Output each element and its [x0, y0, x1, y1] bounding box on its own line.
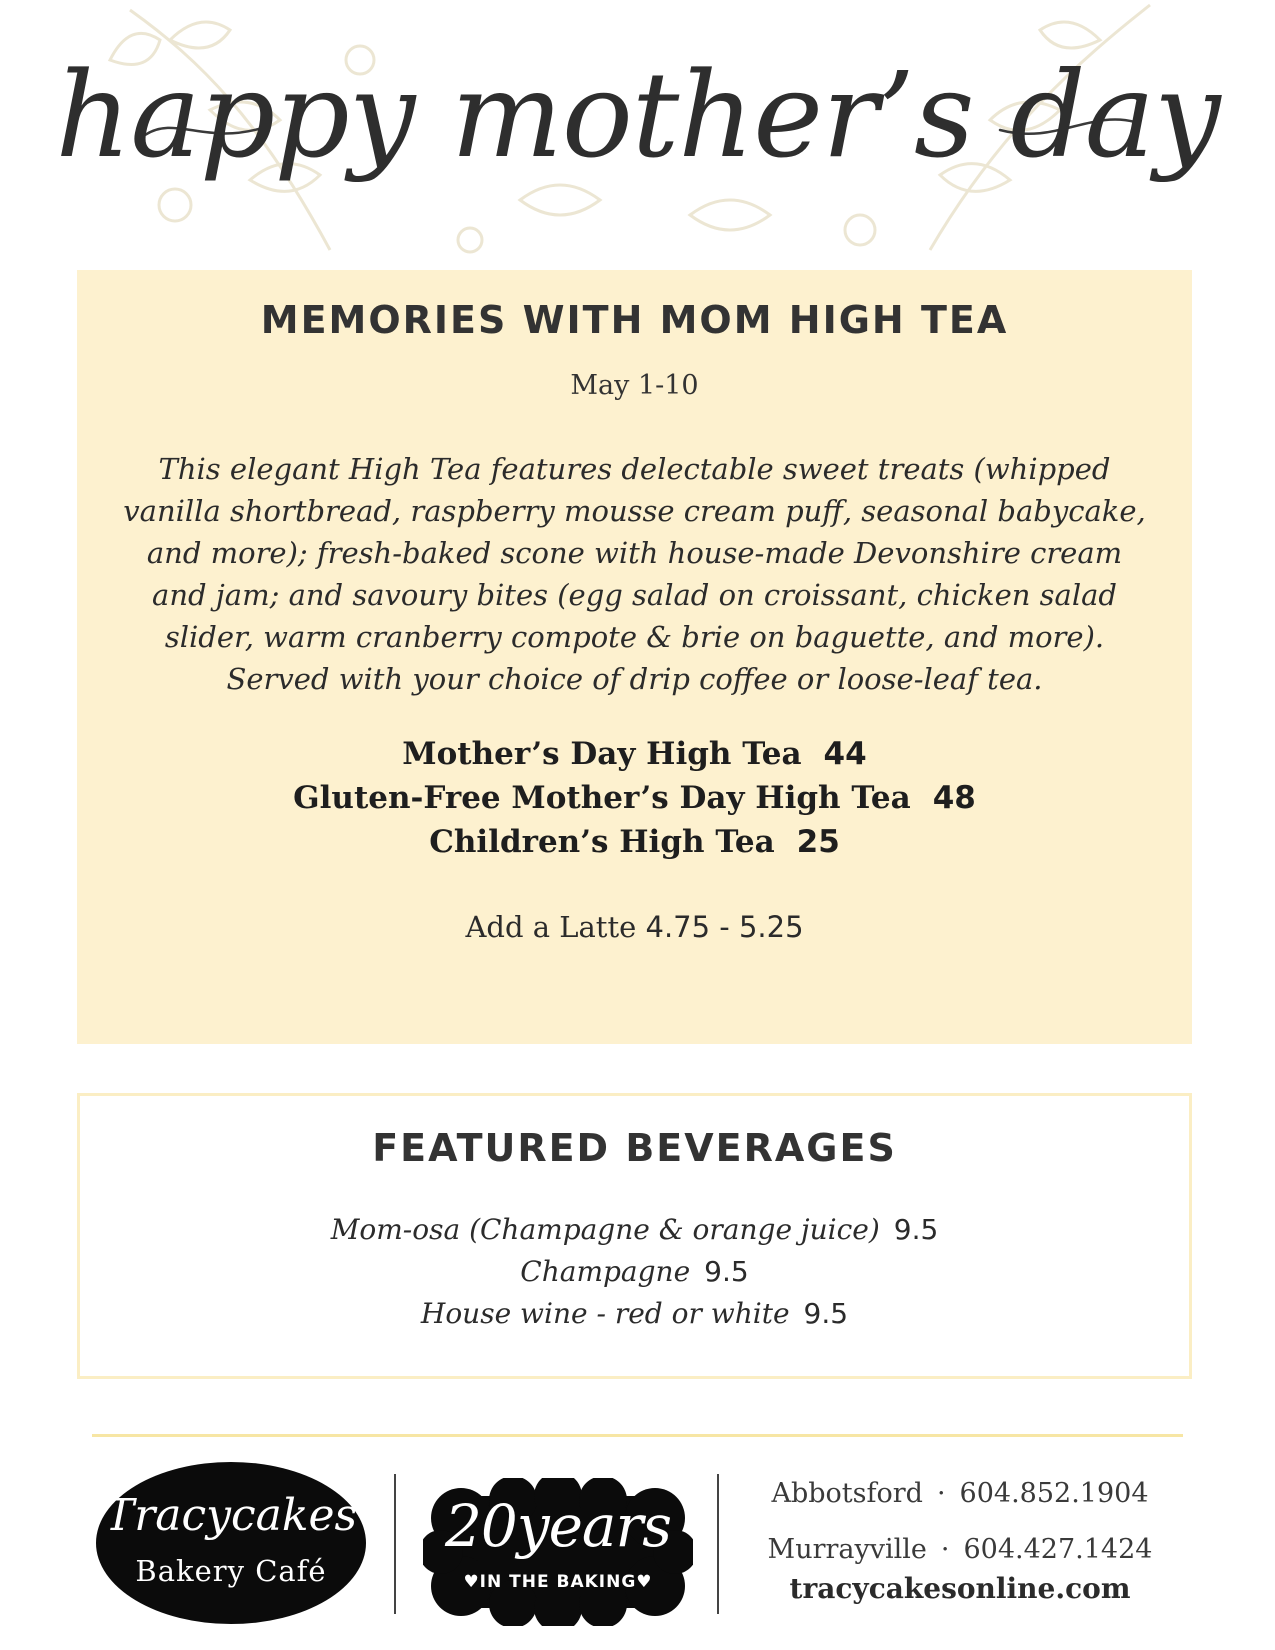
- badge-tagline: ♥IN THE BAKING♥: [463, 1572, 653, 1592]
- beverage-line: [80, 1251, 1189, 1293]
- featured-beverages-panel: [77, 1093, 1192, 1379]
- contact-info: [745, 1466, 1175, 1605]
- footer-vertical-divider: [717, 1474, 719, 1614]
- beverage-price: 9.5: [704, 1255, 749, 1288]
- beverage-name: Champagne: [520, 1255, 691, 1288]
- location-phone[interactable]: 604.852.1904: [959, 1478, 1149, 1509]
- addon-label: Add a Latte: [465, 910, 637, 944]
- beverage-line: [80, 1293, 1189, 1335]
- beverage-line: [80, 1209, 1189, 1251]
- addon-price: 4.75 - 5.25: [645, 910, 804, 944]
- high-tea-dates: May 1-10: [570, 370, 699, 401]
- footer-divider: [92, 1434, 1183, 1437]
- high-tea-price-list: [77, 732, 1192, 864]
- logo-subtitle: Bakery Café: [135, 1554, 327, 1588]
- website-link[interactable]: tracycakesonline.com: [789, 1572, 1131, 1605]
- price-line: [77, 820, 1192, 864]
- location-line: [745, 1466, 1175, 1522]
- item-price: 48: [932, 780, 976, 816]
- badge-years: 20years: [445, 1492, 671, 1560]
- separator-dot: ·: [940, 1534, 950, 1565]
- beverage-name: Mom-osa (Champagne & orange juice): [330, 1213, 880, 1246]
- location-city: Abbotsford: [771, 1478, 923, 1509]
- separator-dot: ·: [936, 1478, 946, 1509]
- latte-addon: [77, 910, 1192, 944]
- twenty-years-badge: [423, 1478, 693, 1626]
- item-price: 44: [823, 736, 867, 772]
- high-tea-panel: [77, 270, 1192, 1044]
- beverages-title: FEATURED BEVERAGES: [372, 1126, 897, 1170]
- price-line: [77, 776, 1192, 820]
- location-line: [745, 1522, 1175, 1578]
- location-city: Murrayville: [767, 1534, 927, 1565]
- logo-brand-name: Tracycakes: [104, 1490, 358, 1541]
- tracycakes-logo: [96, 1462, 366, 1624]
- location-phone[interactable]: 604.427.1424: [963, 1534, 1153, 1565]
- beverage-name: House wine - red or white: [420, 1297, 790, 1330]
- beverages-list: [80, 1209, 1189, 1335]
- item-name: Gluten-Free Mother’s Day High Tea: [293, 780, 911, 816]
- item-price: 25: [796, 824, 840, 860]
- beverage-price: 9.5: [893, 1213, 939, 1246]
- high-tea-description: This elegant High Tea features delectable sweet treats (whipped vanilla shortbread, raspberry mousse cream puff, seasonal babycake, and more); fresh-baked scone with house-made Devonshire cream and jam; and savoury bites (egg salad on croissant, chicken salad slider, warm cranberry compote & brie on baguette, and more). Served with your choice of drip coffee or loose-leaf tea.: [123, 452, 1146, 696]
- beverage-price: 9.5: [803, 1297, 849, 1330]
- footer-vertical-divider: [394, 1474, 396, 1614]
- high-tea-title: MEMORIES WITH MOM HIGH TEA: [260, 298, 1009, 342]
- header: [0, 0, 1275, 270]
- item-name: Children’s High Tea: [429, 824, 775, 860]
- page-headline: happy mother’s day: [55, 46, 1220, 184]
- price-line: [77, 732, 1192, 776]
- item-name: Mother’s Day High Tea: [402, 736, 802, 772]
